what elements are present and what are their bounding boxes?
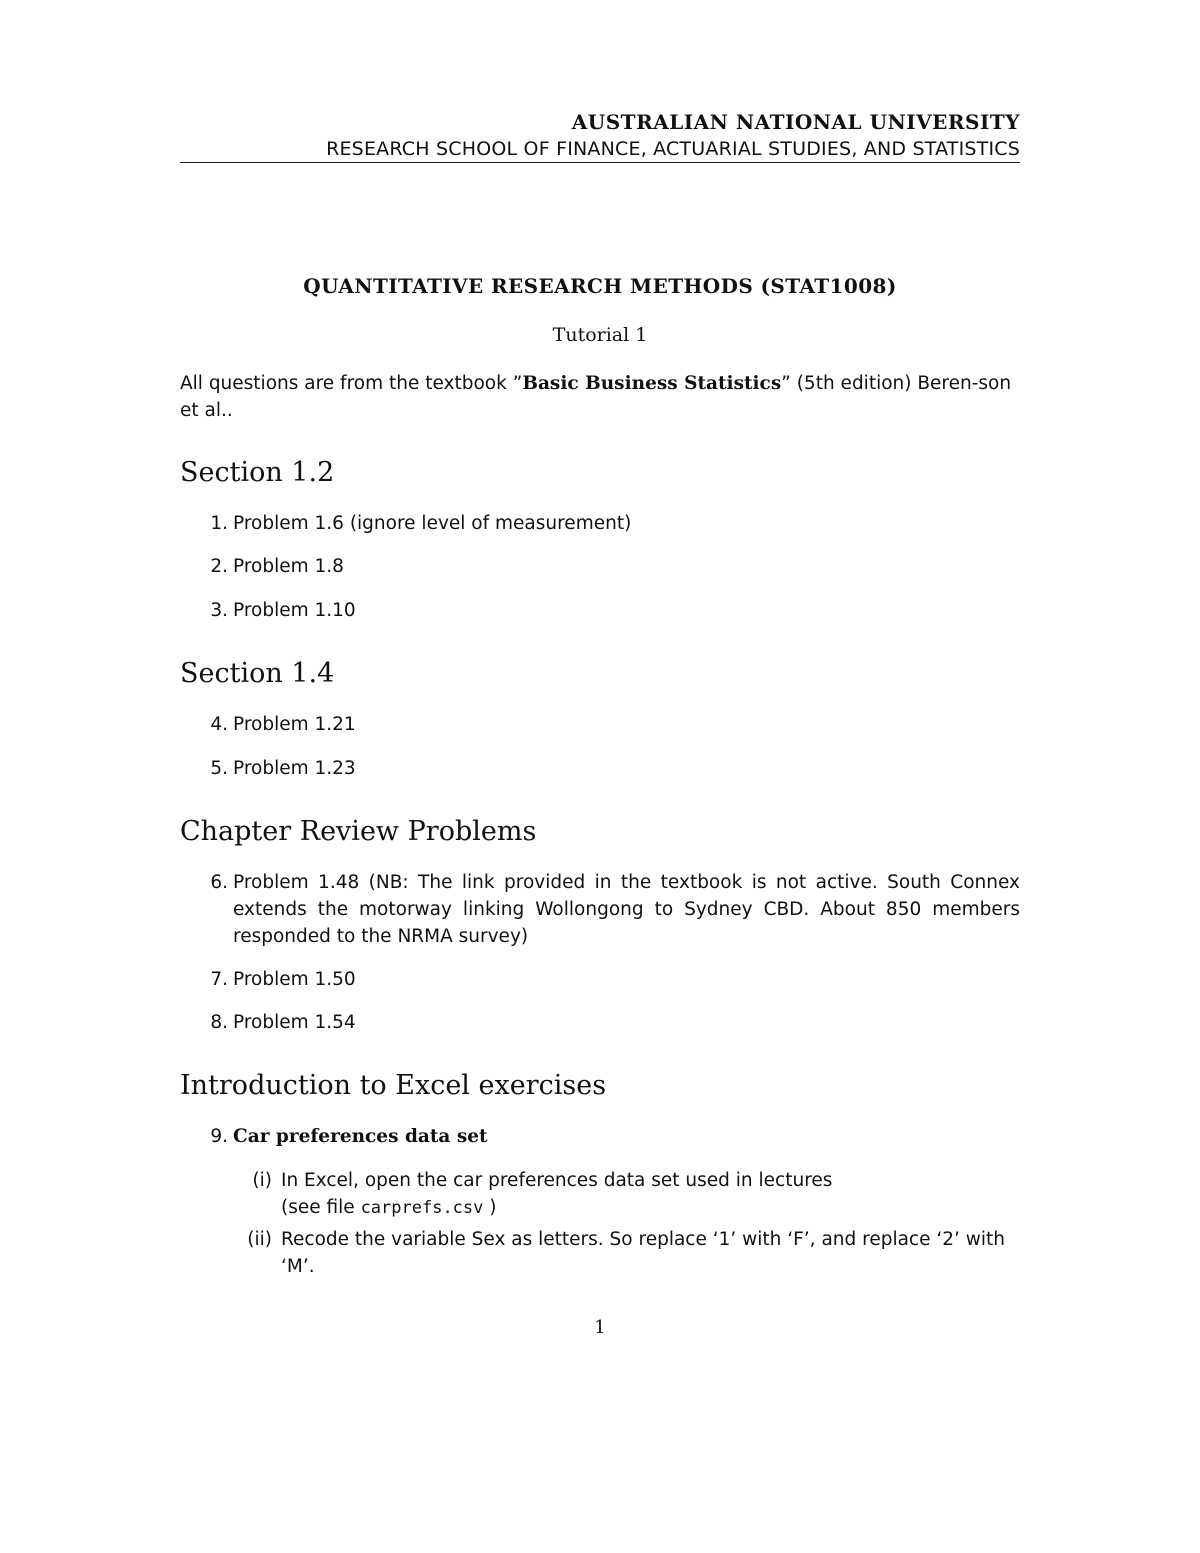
sub-item-number: (ii)	[247, 1229, 272, 1250]
list-item	[180, 966, 1020, 993]
header-rule	[180, 162, 1020, 163]
section-heading: Section 1.4	[180, 658, 335, 689]
item-bold-title: Car preferences data set	[233, 1126, 488, 1147]
item-text: Problem 1.10	[233, 600, 356, 621]
item-text: Problem 1.23	[233, 758, 356, 779]
item-number: 7.	[210, 969, 228, 990]
item-number: 6.	[210, 872, 228, 893]
section-heading: Introduction to Excel exercises	[180, 1070, 607, 1101]
university-name: AUSTRALIAN NATIONAL UNIVERSITY	[571, 110, 1020, 134]
sub-list-item	[180, 1226, 1020, 1280]
item-text	[233, 1123, 1020, 1150]
item-number: 2.	[210, 556, 228, 577]
page-number: 1	[594, 1317, 606, 1338]
sub-item-suffix: as letters. So replace ‘1’ with ‘F’, and replace ‘2’ with ‘M’.	[281, 1229, 1006, 1277]
list-item	[180, 869, 1020, 950]
file-name: carprefs.csv	[360, 1198, 484, 1218]
sub-item-text	[281, 1167, 1020, 1222]
section-heading: Section 1.2	[180, 457, 335, 488]
sub-item-prefix: Recode the variable	[281, 1229, 472, 1250]
variable-name: Sex	[471, 1229, 506, 1250]
item-number: 4.	[210, 714, 228, 735]
intro-prefix: All questions are from the textbook ”	[180, 373, 523, 394]
intro-suffix: ” (5th edition) Beren-son et al..	[180, 373, 1012, 421]
item-text: Problem 1.54	[233, 1012, 356, 1033]
item-text: Problem 1.6 (ignore level of measurement)	[233, 513, 632, 534]
sub-item-text	[281, 1226, 1020, 1280]
item-number: 3.	[210, 600, 228, 621]
item-text: Problem 1.21	[233, 714, 356, 735]
item-number: 1.	[210, 513, 228, 534]
intro-book-title: Basic Business Statistics	[522, 373, 782, 394]
item-number: 8.	[210, 1012, 228, 1033]
document-header	[180, 108, 1020, 162]
intro-paragraph	[180, 370, 1020, 424]
sub-item-line1: In Excel, open the car preferences data set used in lectures	[281, 1170, 833, 1191]
list-item	[180, 1123, 1020, 1150]
list-item	[180, 711, 1020, 738]
sub-item-line2-suffix: )	[483, 1197, 497, 1218]
item-text: Problem 1.8	[233, 556, 344, 577]
list-item	[180, 755, 1020, 782]
item-text: Problem 1.48 (NB: The link provided in the textbook is not active. South Connex extends the motorway linking Wollongong to Sydney CBD. About 850 members responded to the NRMA survey)	[233, 872, 1020, 947]
sub-list-item	[180, 1167, 1020, 1222]
school-name: RESEARCH SCHOOL OF FINANCE, ACTUARIAL STUDIES, AND STATISTICS	[326, 138, 1020, 160]
item-number: 5.	[210, 758, 228, 779]
course-title: QUANTITATIVE RESEARCH METHODS (STAT1008)	[303, 274, 897, 298]
item-text: Problem 1.50	[233, 969, 356, 990]
list-item	[180, 1009, 1020, 1036]
list-item	[180, 510, 1020, 537]
section-heading: Chapter Review Problems	[180, 816, 537, 847]
sub-item-line2-prefix: (see file	[281, 1197, 361, 1218]
item-number: 9.	[210, 1126, 228, 1147]
list-item	[180, 553, 1020, 580]
list-item	[180, 597, 1020, 624]
tutorial-label: Tutorial 1	[552, 324, 648, 346]
sub-item-number: (i)	[252, 1170, 272, 1191]
